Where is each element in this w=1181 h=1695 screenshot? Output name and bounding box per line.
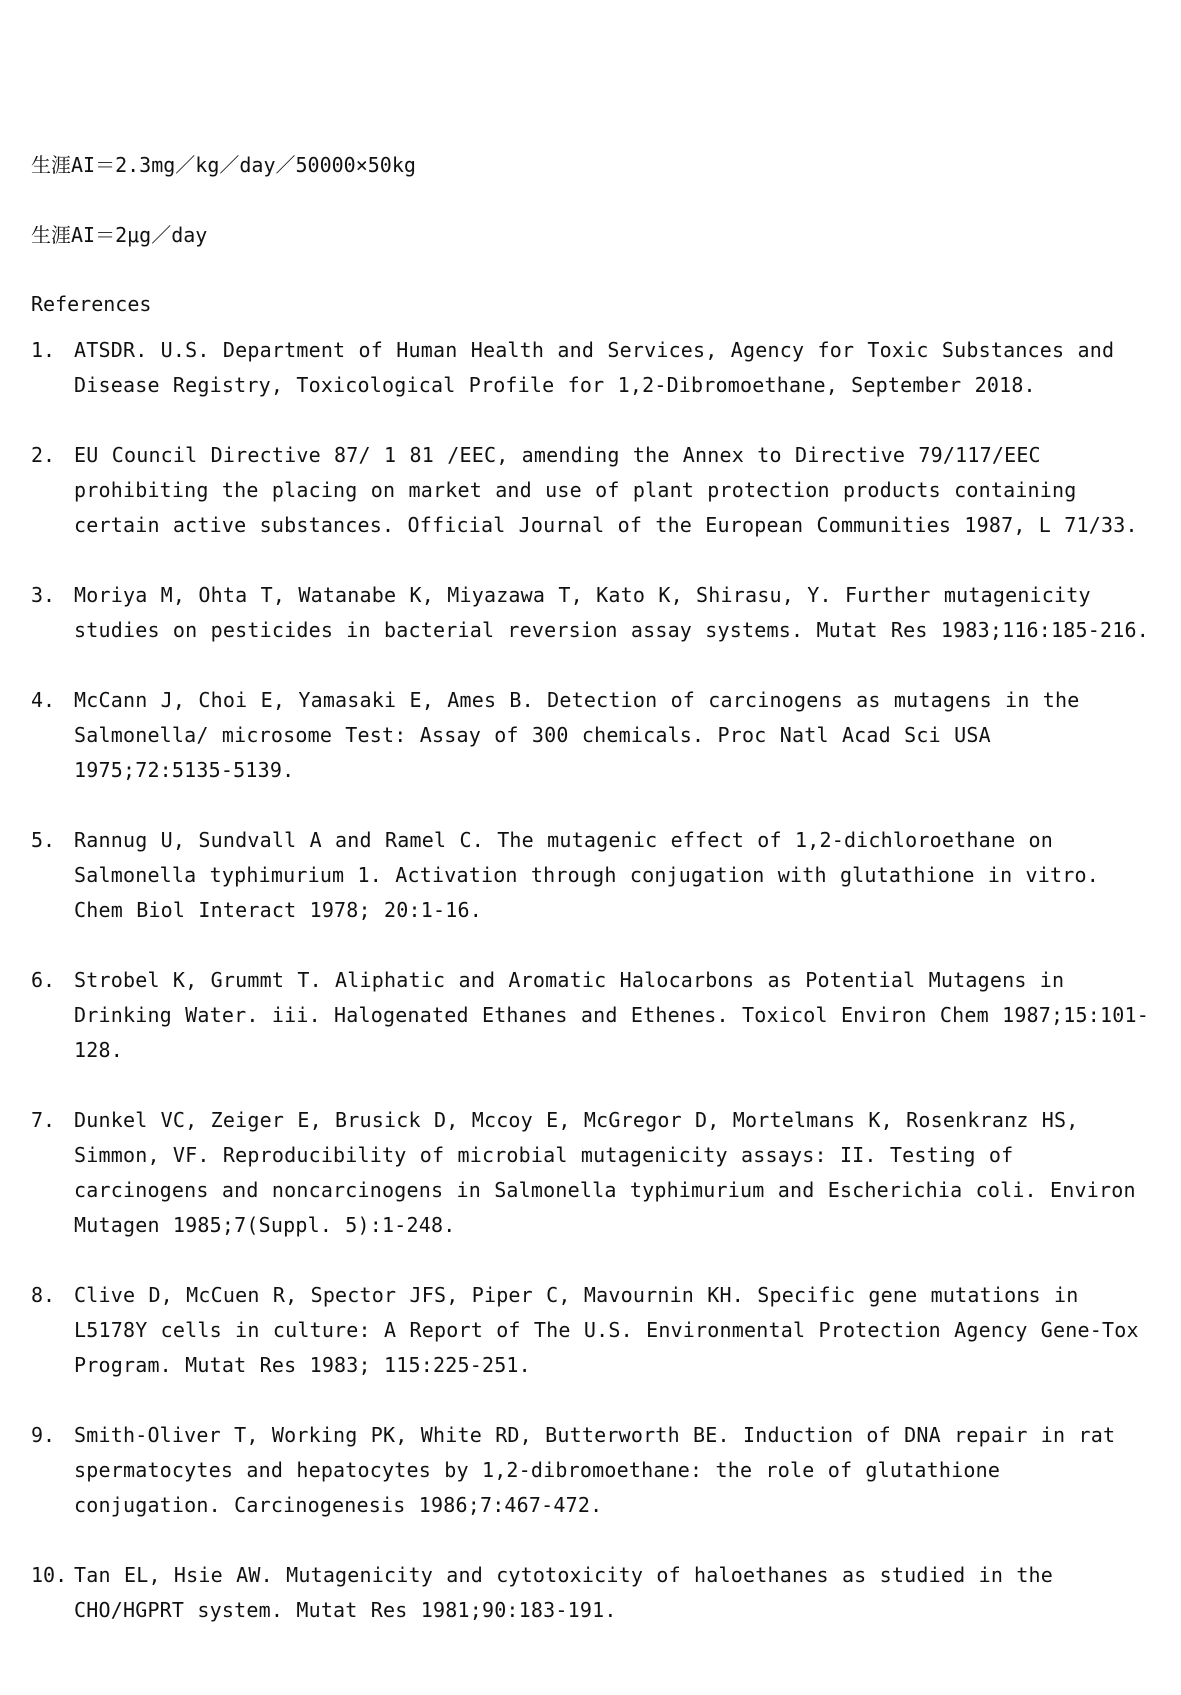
- reference-number: 6.: [31, 968, 56, 992]
- reference-number: 5.: [31, 828, 56, 852]
- reference-number: 4.: [31, 688, 56, 712]
- reference-text: Dunkel VC, Zeiger E, Brusick D, Mccoy E, McGregor D, Mortelmans K, Rosenkranz HS, Simmon, VF. Reproducibility of microbial mutagenicity assays: II. Testing of carcinogens and noncarcinogens in Salmonella typhimurium and Escherichia coli. Environ Mutagen 1985;7(Suppl. 5):1-248.: [74, 1108, 1136, 1237]
- reference-text: Tan EL, Hsie AW. Mutagenicity and cytotoxicity of haloethanes as studied in the CHO/HGPRT system. Mutat Res 1981;90:183-191.: [74, 1563, 1054, 1622]
- reference-number: 10.: [31, 1563, 68, 1587]
- reference-item: [31, 1558, 1151, 1628]
- reference-number: 9.: [31, 1423, 56, 1447]
- reference-text: Strobel K, Grummt T. Aliphatic and Aromatic Halocarbons as Potential Mutagens in Drinking Water. iii. Halogenated Ethanes and Ethenes. Toxicol Environ Chem 1987;15:101-128.: [74, 968, 1149, 1062]
- reference-number: 1.: [31, 338, 56, 362]
- references-heading: References: [31, 292, 152, 316]
- formula-line-2: 生涯AI＝2μg／day: [31, 223, 208, 247]
- reference-text: ATSDR. U.S. Department of Human Health and Services, Agency for Toxic Substances and Disease Registry, Toxicological Profile for 1,2-Dibromoethane, September 2018.: [74, 338, 1115, 397]
- reference-text: Clive D, McCuen R, Spector JFS, Piper C, Mavournin KH. Specific gene mutations in L5178Y cells in culture: A Report of The U.S. Environmental Protection Agency Gene-Tox Program. Mutat Res 1983; 115:225-251.: [74, 1283, 1139, 1377]
- reference-number: 7.: [31, 1108, 56, 1132]
- reference-item: [31, 963, 1151, 1068]
- reference-text: Moriya M, Ohta T, Watanabe K, Miyazawa T, Kato K, Shirasu, Y. Further mutagenicity studies on pesticides in bacterial reversion assay systems. Mutat Res 1983;116:185-216.: [74, 583, 1149, 642]
- reference-text: Smith-Oliver T, Working PK, White RD, Butterworth BE. Induction of DNA repair in rat spermatocytes and hepatocytes by 1,2-dibromoethane: the role of glutathione conjugation. Carcinogenesis 1986;7:467-472.: [74, 1423, 1116, 1517]
- formula-line-1: 生涯AI＝2.3mg／kg／day／50000×50kg: [31, 153, 416, 177]
- reference-item: [31, 823, 1151, 928]
- reference-number: 8.: [31, 1283, 56, 1307]
- reference-item: [31, 333, 1151, 403]
- reference-text: McCann J, Choi E, Yamasaki E, Ames B. Detection of carcinogens as mutagens in the Salmonella/ microsome Test: Assay of 300 chemicals. Proc Natl Acad Sci USA 1975;72:5135-5139.: [74, 688, 1080, 782]
- reference-item: [31, 578, 1151, 648]
- reference-item: [31, 1103, 1151, 1243]
- reference-item: [31, 1418, 1151, 1523]
- reference-number: 3.: [31, 583, 56, 607]
- reference-item: [31, 683, 1151, 788]
- reference-text: EU Council Directive 87/ 1 81 /EEC, amending the Annex to Directive 79/117/EEC prohibiting the placing on market and use of plant protection products containing certain active substances. Official Journal of the European Communities 1987, L 71/33.: [74, 443, 1138, 537]
- reference-item: [31, 438, 1151, 543]
- reference-item: [31, 1278, 1151, 1383]
- reference-text: Rannug U, Sundvall A and Ramel C. The mutagenic effect of 1,2-dichloroethane on Salmonella typhimurium 1. Activation through conjugation with glutathione in vitro. Chem Biol Interact 1978; 20:1-16.: [74, 828, 1100, 922]
- reference-number: 2.: [31, 443, 56, 467]
- reference-list: [31, 333, 1151, 1663]
